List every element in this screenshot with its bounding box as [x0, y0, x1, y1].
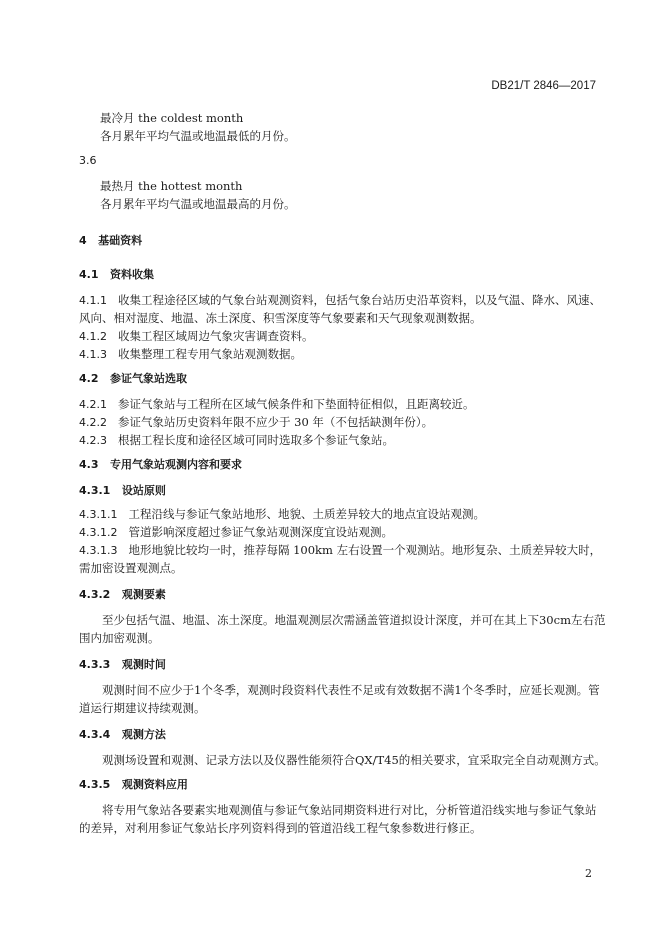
- clause: [79, 346, 302, 362]
- clause-number: 4.3.1.1: [79, 508, 118, 521]
- chapter-title: 基础资料: [98, 234, 143, 247]
- clause-text: 收集整理工程专用气象站观测数据。: [117, 347, 302, 361]
- subsection-number: 4.3.5: [79, 778, 111, 791]
- section-title: 参证气象站选取: [110, 372, 187, 385]
- clause: [79, 432, 394, 448]
- subsection-number: 4.3.4: [79, 728, 111, 741]
- term-number: 3.6: [79, 154, 97, 167]
- paragraph-continued: 围内加密观测。: [79, 631, 160, 645]
- clause-number: 4.2.1: [79, 398, 107, 411]
- section-number: 4.3: [79, 458, 99, 471]
- clause-number: 4.3.1.2: [79, 526, 118, 539]
- clause-number: 4.1.2: [79, 330, 107, 343]
- chapter-number: 4: [79, 234, 87, 247]
- section-heading: [79, 456, 242, 472]
- clause-text: 参证气象站历史资料年限不应少于 30 年（不包括缺测年份）。: [117, 415, 434, 429]
- subsection-heading: [79, 586, 166, 602]
- clause-text: 收集工程途径区域的气象台站观测资料，包括气象台站历史沿革资料，以及气温、降水、风速、: [117, 293, 601, 307]
- paragraph-continued: 的差异，对利用参证气象站长序列资料得到的管道沿线工程气象参数进行修正。: [79, 821, 482, 835]
- paragraph: 将专用气象站各要素实地观测值与参证气象站同期资料进行对比，分析管道沿线实地与参证气象站: [102, 803, 597, 817]
- section-heading: [79, 266, 154, 282]
- clause-text: 工程沿线与参证气象站地形、地貌、土质差异较大的地点宜设站观测。: [128, 507, 485, 521]
- page-number: 2: [585, 867, 592, 880]
- clause: [79, 542, 601, 558]
- section-title: 专用气象站观测内容和要求: [110, 458, 242, 471]
- subsection-title: 观测时间: [121, 658, 166, 671]
- clause-text-continued: 需加密设置观测点。: [79, 561, 183, 575]
- document-code: DB21/T 2846—2017: [491, 80, 596, 92]
- clause-number: 4.1.1: [79, 294, 107, 307]
- clause: [79, 328, 313, 344]
- paragraph: 至少包括气温、地温、冻土深度。地温观测层次需涵盖管道拟设计深度，并可在其上下30cm左右范: [102, 613, 606, 627]
- section-number: 4.1: [79, 268, 99, 281]
- clause: [79, 414, 433, 430]
- clause-text-continued: 风向、相对湿度、地温、冻土深度、积雪深度等气象要素和天气现象观测数据。: [79, 311, 482, 325]
- clause-number: 4.2.3: [79, 434, 107, 447]
- clause-text: 地形地貌比较均一时，推荐每隔 100km 左右设置一个观测站。地形复杂、土质差异较大时，: [128, 543, 602, 557]
- clause: [79, 524, 393, 540]
- clause-number: 4.2.2: [79, 416, 107, 429]
- clause-number: 4.3.1.3: [79, 544, 118, 557]
- section-heading: [79, 370, 187, 386]
- subsection-title: 设站原则: [121, 484, 166, 497]
- subsection-title: 观测要素: [121, 588, 166, 601]
- subsection-heading: [79, 482, 166, 498]
- subsection-number: 4.3.1: [79, 484, 111, 497]
- clause-text: 收集工程区域周边气象灾害调查资料。: [117, 329, 314, 343]
- term-definition: 各月累年平均气温或地温最低的月份。: [100, 129, 296, 143]
- clause-number: 4.1.3: [79, 348, 107, 361]
- clause: [79, 396, 474, 412]
- subsection-number: 4.3.2: [79, 588, 111, 601]
- subsection-title: 观测资料应用: [121, 778, 188, 791]
- clause: [79, 292, 601, 308]
- section-number: 4.2: [79, 372, 99, 385]
- paragraph: 观测场设置和观测、记录方法以及仪器性能须符合QX/T45的相关要求，宜采取完全自动观测方式。: [102, 753, 606, 767]
- term-title: 最冷月 the coldest month: [100, 111, 244, 125]
- section-title: 资料收集: [110, 268, 154, 281]
- clause: [79, 506, 485, 522]
- clause-text: 根据工程长度和途径区域可同时选取多个参证气象站。: [117, 433, 394, 447]
- clause-text: 参证气象站与工程所在区域气候条件和下垫面特征相似，且距离较近。: [117, 397, 475, 411]
- paragraph-continued: 道运行期建议持续观测。: [79, 701, 206, 715]
- term-definition: 各月累年平均气温或地温最高的月份。: [100, 197, 296, 211]
- subsection-title: 观测方法: [121, 728, 166, 741]
- chapter-heading: [79, 232, 142, 248]
- paragraph: 观测时间不应少于1个冬季，观测时段资料代表性不足或有效数据不满1个冬季时，应延长观测。管: [102, 683, 600, 697]
- subsection-heading: [79, 726, 166, 742]
- clause-text: 管道影响深度超过参证气象站观测深度宜设站观测。: [128, 525, 393, 539]
- subsection-heading: [79, 776, 188, 792]
- subsection-number: 4.3.3: [79, 658, 111, 671]
- term-title: 最热月 the hottest month: [100, 179, 243, 193]
- subsection-heading: [79, 656, 166, 672]
